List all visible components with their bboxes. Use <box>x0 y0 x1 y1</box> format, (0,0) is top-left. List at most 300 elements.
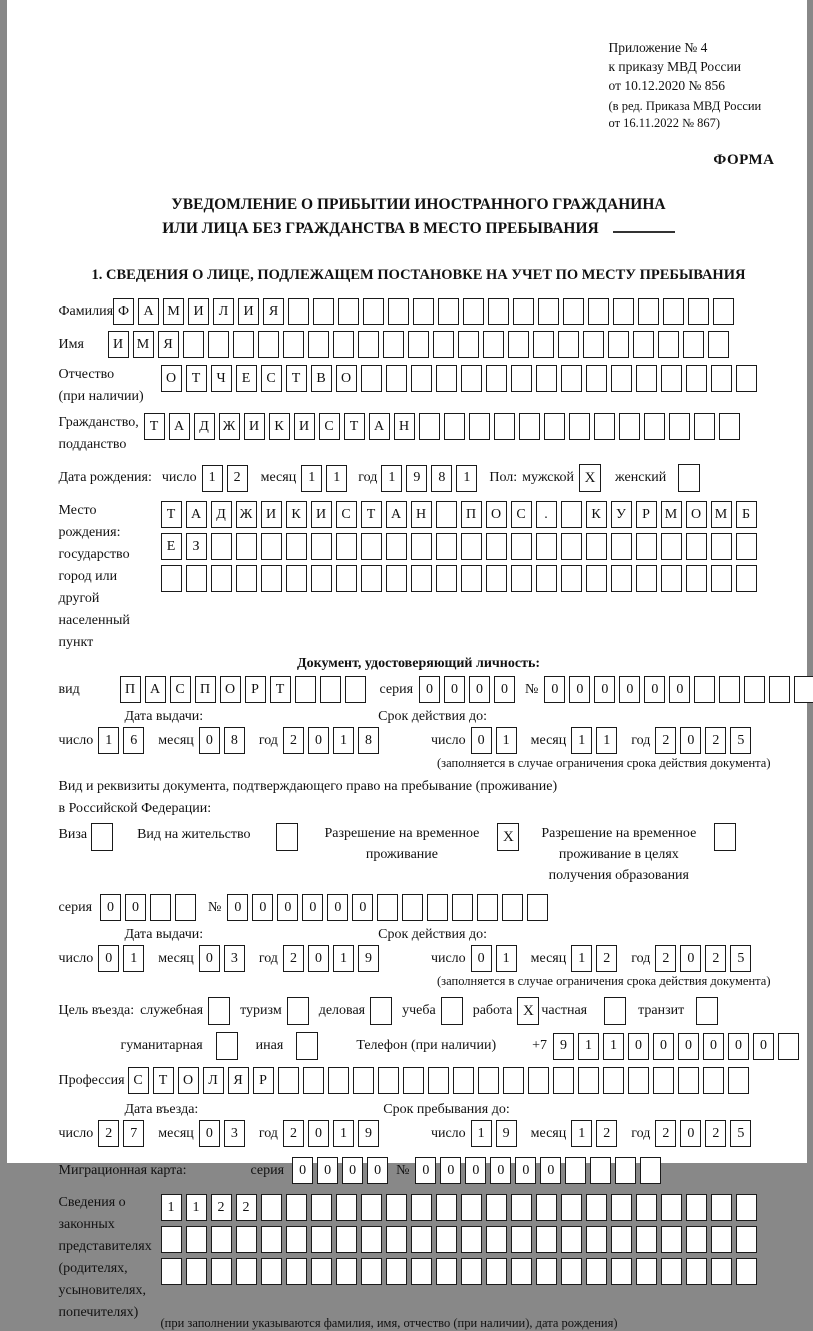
char-cell[interactable] <box>386 533 407 560</box>
char-cell[interactable] <box>469 413 490 440</box>
char-cell[interactable] <box>211 1226 232 1253</box>
char-cell[interactable]: Т <box>144 413 165 440</box>
char-cell[interactable]: П <box>120 676 141 703</box>
char-cell[interactable] <box>736 1194 757 1221</box>
char-cell[interactable] <box>561 365 582 392</box>
char-cell[interactable]: А <box>145 676 166 703</box>
char-cell[interactable]: И <box>244 413 265 440</box>
purpose-official-checkbox[interactable] <box>208 997 230 1025</box>
char-cell[interactable] <box>611 533 632 560</box>
char-cell[interactable]: 0 <box>628 1033 649 1060</box>
char-cell[interactable]: 1 <box>496 945 517 972</box>
char-cell[interactable]: 5 <box>730 945 751 972</box>
char-cell[interactable] <box>708 331 729 358</box>
char-cell[interactable]: 3 <box>224 945 245 972</box>
char-cell[interactable] <box>694 413 715 440</box>
char-cell[interactable] <box>502 894 523 921</box>
char-cell[interactable]: 0 <box>302 894 323 921</box>
char-cell[interactable]: 6 <box>123 727 144 754</box>
char-cell[interactable] <box>536 1258 557 1285</box>
char-cell[interactable] <box>561 533 582 560</box>
char-cell[interactable] <box>236 1258 257 1285</box>
char-cell[interactable] <box>519 413 540 440</box>
char-cell[interactable] <box>703 1067 724 1094</box>
char-cell[interactable]: А <box>186 501 207 528</box>
char-cell[interactable] <box>461 1194 482 1221</box>
char-cell[interactable] <box>669 413 690 440</box>
char-cell[interactable]: 0 <box>471 945 492 972</box>
char-cell[interactable] <box>211 1258 232 1285</box>
char-cell[interactable] <box>336 565 357 592</box>
char-cell[interactable]: Т <box>361 501 382 528</box>
char-cell[interactable]: 0 <box>292 1157 313 1184</box>
char-cell[interactable] <box>711 565 732 592</box>
char-cell[interactable] <box>508 331 529 358</box>
char-cell[interactable] <box>186 565 207 592</box>
char-cell[interactable]: 0 <box>308 727 329 754</box>
char-cell[interactable] <box>636 533 657 560</box>
char-cell[interactable] <box>586 565 607 592</box>
char-cell[interactable]: 9 <box>553 1033 574 1060</box>
char-cell[interactable]: 0 <box>367 1157 388 1184</box>
char-cell[interactable]: 0 <box>100 894 121 921</box>
char-cell[interactable]: 0 <box>440 1157 461 1184</box>
char-cell[interactable] <box>611 1226 632 1253</box>
char-cell[interactable] <box>458 331 479 358</box>
sex-male-checkbox[interactable]: X <box>579 464 601 492</box>
char-cell[interactable] <box>561 565 582 592</box>
char-cell[interactable] <box>583 331 604 358</box>
purpose-work-checkbox[interactable]: X <box>517 997 539 1025</box>
char-cell[interactable]: В <box>311 365 332 392</box>
char-cell[interactable] <box>411 1258 432 1285</box>
char-cell[interactable] <box>686 1258 707 1285</box>
char-cell[interactable] <box>494 413 515 440</box>
char-cell[interactable]: У <box>611 501 632 528</box>
char-cell[interactable] <box>308 331 329 358</box>
char-cell[interactable]: А <box>138 298 159 325</box>
char-cell[interactable] <box>336 533 357 560</box>
char-cell[interactable]: 2 <box>655 1120 676 1147</box>
char-cell[interactable] <box>150 894 171 921</box>
char-cell[interactable] <box>586 1258 607 1285</box>
char-cell[interactable] <box>711 533 732 560</box>
char-cell[interactable]: 0 <box>199 945 220 972</box>
char-cell[interactable]: 2 <box>596 945 617 972</box>
char-cell[interactable] <box>286 533 307 560</box>
char-cell[interactable] <box>486 565 507 592</box>
char-cell[interactable]: 2 <box>596 1120 617 1147</box>
char-cell[interactable] <box>353 1067 374 1094</box>
char-cell[interactable]: 0 <box>669 676 690 703</box>
char-cell[interactable]: 1 <box>571 945 592 972</box>
char-cell[interactable]: 5 <box>730 1120 751 1147</box>
char-cell[interactable] <box>161 1258 182 1285</box>
char-cell[interactable] <box>378 1067 399 1094</box>
char-cell[interactable] <box>402 894 423 921</box>
char-cell[interactable]: 1 <box>333 1120 354 1147</box>
char-cell[interactable] <box>288 298 309 325</box>
char-cell[interactable]: О <box>220 676 241 703</box>
char-cell[interactable]: Т <box>286 365 307 392</box>
char-cell[interactable] <box>236 533 257 560</box>
char-cell[interactable]: 1 <box>456 465 477 492</box>
char-cell[interactable]: 2 <box>705 727 726 754</box>
char-cell[interactable] <box>536 1226 557 1253</box>
purpose-private-checkbox[interactable] <box>604 997 626 1025</box>
char-cell[interactable] <box>261 533 282 560</box>
char-cell[interactable]: 8 <box>358 727 379 754</box>
char-cell[interactable] <box>411 1194 432 1221</box>
char-cell[interactable]: Л <box>213 298 234 325</box>
char-cell[interactable] <box>427 894 448 921</box>
char-cell[interactable]: Ф <box>113 298 134 325</box>
char-cell[interactable] <box>503 1067 524 1094</box>
char-cell[interactable] <box>511 565 532 592</box>
char-cell[interactable] <box>736 533 757 560</box>
char-cell[interactable]: Т <box>161 501 182 528</box>
char-cell[interactable]: М <box>163 298 184 325</box>
char-cell[interactable] <box>261 1226 282 1253</box>
char-cell[interactable] <box>461 365 482 392</box>
char-cell[interactable] <box>613 298 634 325</box>
char-cell[interactable] <box>261 1194 282 1221</box>
char-cell[interactable]: Д <box>211 501 232 528</box>
char-cell[interactable]: 0 <box>680 945 701 972</box>
char-cell[interactable] <box>611 1258 632 1285</box>
char-cell[interactable] <box>594 413 615 440</box>
char-cell[interactable] <box>636 565 657 592</box>
char-cell[interactable]: 0 <box>494 676 515 703</box>
char-cell[interactable]: С <box>319 413 340 440</box>
char-cell[interactable]: 2 <box>705 1120 726 1147</box>
char-cell[interactable]: 0 <box>703 1033 724 1060</box>
char-cell[interactable] <box>586 1194 607 1221</box>
char-cell[interactable] <box>208 331 229 358</box>
char-cell[interactable]: Н <box>411 501 432 528</box>
char-cell[interactable]: 2 <box>283 945 304 972</box>
char-cell[interactable] <box>661 1258 682 1285</box>
char-cell[interactable] <box>586 1226 607 1253</box>
char-cell[interactable] <box>513 298 534 325</box>
char-cell[interactable] <box>611 565 632 592</box>
char-cell[interactable]: 2 <box>283 1120 304 1147</box>
char-cell[interactable] <box>436 565 457 592</box>
char-cell[interactable]: 1 <box>202 465 223 492</box>
char-cell[interactable]: 0 <box>199 1120 220 1147</box>
char-cell[interactable]: Е <box>161 533 182 560</box>
char-cell[interactable] <box>511 1194 532 1221</box>
char-cell[interactable] <box>311 533 332 560</box>
char-cell[interactable]: 0 <box>444 676 465 703</box>
char-cell[interactable] <box>361 1258 382 1285</box>
char-cell[interactable]: К <box>269 413 290 440</box>
char-cell[interactable] <box>320 676 341 703</box>
char-cell[interactable] <box>628 1067 649 1094</box>
char-cell[interactable] <box>686 565 707 592</box>
char-cell[interactable] <box>236 565 257 592</box>
char-cell[interactable]: 8 <box>224 727 245 754</box>
char-cell[interactable]: 5 <box>730 727 751 754</box>
char-cell[interactable] <box>736 565 757 592</box>
char-cell[interactable] <box>463 298 484 325</box>
char-cell[interactable] <box>486 1226 507 1253</box>
char-cell[interactable] <box>361 533 382 560</box>
char-cell[interactable]: 1 <box>571 727 592 754</box>
char-cell[interactable]: 0 <box>308 1120 329 1147</box>
char-cell[interactable]: 1 <box>301 465 322 492</box>
char-cell[interactable] <box>486 1194 507 1221</box>
char-cell[interactable] <box>461 1226 482 1253</box>
char-cell[interactable] <box>436 365 457 392</box>
char-cell[interactable] <box>661 1194 682 1221</box>
char-cell[interactable] <box>686 1226 707 1253</box>
char-cell[interactable] <box>408 331 429 358</box>
char-cell[interactable] <box>486 1258 507 1285</box>
char-cell[interactable] <box>436 533 457 560</box>
char-cell[interactable] <box>261 565 282 592</box>
char-cell[interactable] <box>488 298 509 325</box>
char-cell[interactable] <box>386 1226 407 1253</box>
char-cell[interactable] <box>688 298 709 325</box>
char-cell[interactable]: 0 <box>125 894 146 921</box>
char-cell[interactable]: 0 <box>419 676 440 703</box>
char-cell[interactable] <box>533 331 554 358</box>
char-cell[interactable] <box>311 1226 332 1253</box>
purpose-business-checkbox[interactable] <box>370 997 392 1025</box>
char-cell[interactable] <box>511 1258 532 1285</box>
char-cell[interactable] <box>286 1258 307 1285</box>
char-cell[interactable] <box>644 413 665 440</box>
char-cell[interactable]: И <box>238 298 259 325</box>
char-cell[interactable] <box>511 533 532 560</box>
char-cell[interactable]: М <box>661 501 682 528</box>
char-cell[interactable]: Я <box>158 331 179 358</box>
char-cell[interactable]: Т <box>344 413 365 440</box>
char-cell[interactable]: 9 <box>496 1120 517 1147</box>
char-cell[interactable] <box>411 533 432 560</box>
char-cell[interactable]: 9 <box>358 945 379 972</box>
char-cell[interactable] <box>561 501 582 528</box>
char-cell[interactable] <box>527 894 548 921</box>
char-cell[interactable]: 0 <box>490 1157 511 1184</box>
char-cell[interactable] <box>694 676 715 703</box>
char-cell[interactable]: П <box>461 501 482 528</box>
char-cell[interactable] <box>608 331 629 358</box>
char-cell[interactable] <box>536 365 557 392</box>
char-cell[interactable]: 1 <box>496 727 517 754</box>
char-cell[interactable] <box>736 365 757 392</box>
char-cell[interactable]: Т <box>153 1067 174 1094</box>
char-cell[interactable] <box>361 1194 382 1221</box>
char-cell[interactable] <box>413 298 434 325</box>
char-cell[interactable]: 3 <box>224 1120 245 1147</box>
char-cell[interactable] <box>561 1226 582 1253</box>
char-cell[interactable]: М <box>711 501 732 528</box>
char-cell[interactable] <box>711 1226 732 1253</box>
char-cell[interactable] <box>286 1226 307 1253</box>
char-cell[interactable] <box>719 676 740 703</box>
char-cell[interactable]: 1 <box>333 945 354 972</box>
char-cell[interactable] <box>186 1258 207 1285</box>
char-cell[interactable] <box>386 365 407 392</box>
char-cell[interactable]: 0 <box>471 727 492 754</box>
char-cell[interactable] <box>744 676 765 703</box>
char-cell[interactable] <box>461 533 482 560</box>
char-cell[interactable]: С <box>128 1067 149 1094</box>
char-cell[interactable] <box>590 1157 611 1184</box>
char-cell[interactable]: Ж <box>219 413 240 440</box>
char-cell[interactable] <box>411 365 432 392</box>
sex-female-checkbox[interactable] <box>678 464 700 492</box>
char-cell[interactable] <box>794 676 813 703</box>
char-cell[interactable] <box>636 1226 657 1253</box>
char-cell[interactable]: 0 <box>515 1157 536 1184</box>
char-cell[interactable]: Н <box>394 413 415 440</box>
char-cell[interactable]: 9 <box>406 465 427 492</box>
char-cell[interactable]: И <box>311 501 332 528</box>
char-cell[interactable] <box>653 1067 674 1094</box>
char-cell[interactable] <box>511 365 532 392</box>
char-cell[interactable] <box>736 1226 757 1253</box>
char-cell[interactable] <box>286 565 307 592</box>
char-cell[interactable] <box>619 413 640 440</box>
char-cell[interactable] <box>311 565 332 592</box>
char-cell[interactable]: А <box>386 501 407 528</box>
char-cell[interactable] <box>386 565 407 592</box>
char-cell[interactable] <box>638 298 659 325</box>
char-cell[interactable]: 0 <box>277 894 298 921</box>
char-cell[interactable] <box>438 298 459 325</box>
edu-residence-permit-checkbox[interactable] <box>714 823 736 851</box>
char-cell[interactable] <box>569 413 590 440</box>
char-cell[interactable] <box>683 331 704 358</box>
char-cell[interactable] <box>483 331 504 358</box>
char-cell[interactable]: Р <box>253 1067 274 1094</box>
char-cell[interactable] <box>769 676 790 703</box>
char-cell[interactable]: 0 <box>252 894 273 921</box>
char-cell[interactable]: 0 <box>680 727 701 754</box>
char-cell[interactable]: К <box>586 501 607 528</box>
char-cell[interactable] <box>311 1258 332 1285</box>
char-cell[interactable] <box>211 565 232 592</box>
char-cell[interactable]: 2 <box>227 465 248 492</box>
char-cell[interactable]: О <box>178 1067 199 1094</box>
char-cell[interactable]: 0 <box>227 894 248 921</box>
char-cell[interactable]: 0 <box>753 1033 774 1060</box>
char-cell[interactable]: 0 <box>728 1033 749 1060</box>
char-cell[interactable] <box>615 1157 636 1184</box>
char-cell[interactable] <box>236 1226 257 1253</box>
char-cell[interactable] <box>711 365 732 392</box>
char-cell[interactable] <box>611 1194 632 1221</box>
char-cell[interactable] <box>286 1194 307 1221</box>
char-cell[interactable]: О <box>686 501 707 528</box>
temp-residence-permit-checkbox[interactable]: X <box>497 823 519 851</box>
char-cell[interactable] <box>386 1194 407 1221</box>
char-cell[interactable] <box>403 1067 424 1094</box>
char-cell[interactable]: С <box>511 501 532 528</box>
char-cell[interactable]: Б <box>736 501 757 528</box>
char-cell[interactable] <box>363 298 384 325</box>
char-cell[interactable] <box>333 331 354 358</box>
char-cell[interactable]: . <box>536 501 557 528</box>
char-cell[interactable] <box>565 1157 586 1184</box>
char-cell[interactable] <box>278 1067 299 1094</box>
char-cell[interactable] <box>303 1067 324 1094</box>
char-cell[interactable] <box>186 1226 207 1253</box>
char-cell[interactable] <box>538 298 559 325</box>
char-cell[interactable]: 7 <box>123 1120 144 1147</box>
char-cell[interactable]: И <box>188 298 209 325</box>
char-cell[interactable] <box>436 1194 457 1221</box>
char-cell[interactable] <box>544 413 565 440</box>
char-cell[interactable] <box>452 894 473 921</box>
char-cell[interactable] <box>686 1194 707 1221</box>
char-cell[interactable] <box>603 1067 624 1094</box>
char-cell[interactable] <box>713 298 734 325</box>
char-cell[interactable]: 1 <box>571 1120 592 1147</box>
purpose-other-checkbox[interactable] <box>296 1032 318 1060</box>
char-cell[interactable]: И <box>108 331 129 358</box>
char-cell[interactable]: О <box>486 501 507 528</box>
char-cell[interactable] <box>211 533 232 560</box>
char-cell[interactable] <box>611 365 632 392</box>
char-cell[interactable] <box>536 533 557 560</box>
char-cell[interactable]: 0 <box>308 945 329 972</box>
char-cell[interactable]: Я <box>263 298 284 325</box>
char-cell[interactable] <box>436 501 457 528</box>
char-cell[interactable]: 2 <box>236 1194 257 1221</box>
char-cell[interactable] <box>361 365 382 392</box>
char-cell[interactable] <box>388 298 409 325</box>
purpose-study-checkbox[interactable] <box>441 997 463 1025</box>
char-cell[interactable]: 0 <box>415 1157 436 1184</box>
char-cell[interactable]: 0 <box>469 676 490 703</box>
char-cell[interactable]: 0 <box>644 676 665 703</box>
char-cell[interactable] <box>336 1258 357 1285</box>
char-cell[interactable] <box>436 1258 457 1285</box>
char-cell[interactable] <box>578 1067 599 1094</box>
char-cell[interactable]: 1 <box>98 727 119 754</box>
char-cell[interactable] <box>486 365 507 392</box>
char-cell[interactable] <box>561 1258 582 1285</box>
char-cell[interactable] <box>640 1157 661 1184</box>
char-cell[interactable] <box>444 413 465 440</box>
char-cell[interactable] <box>561 1194 582 1221</box>
purpose-transit-checkbox[interactable] <box>696 997 718 1025</box>
char-cell[interactable]: С <box>261 365 282 392</box>
char-cell[interactable] <box>261 1258 282 1285</box>
char-cell[interactable] <box>661 533 682 560</box>
char-cell[interactable] <box>175 894 196 921</box>
char-cell[interactable] <box>636 365 657 392</box>
char-cell[interactable] <box>377 894 398 921</box>
char-cell[interactable]: Ч <box>211 365 232 392</box>
char-cell[interactable]: 1 <box>471 1120 492 1147</box>
char-cell[interactable]: Р <box>636 501 657 528</box>
char-cell[interactable]: 0 <box>199 727 220 754</box>
char-cell[interactable] <box>361 1226 382 1253</box>
char-cell[interactable]: 2 <box>283 727 304 754</box>
char-cell[interactable]: Т <box>270 676 291 703</box>
char-cell[interactable] <box>336 1194 357 1221</box>
char-cell[interactable] <box>563 298 584 325</box>
char-cell[interactable] <box>358 331 379 358</box>
char-cell[interactable]: 0 <box>653 1033 674 1060</box>
char-cell[interactable] <box>678 1067 699 1094</box>
char-cell[interactable] <box>345 676 366 703</box>
